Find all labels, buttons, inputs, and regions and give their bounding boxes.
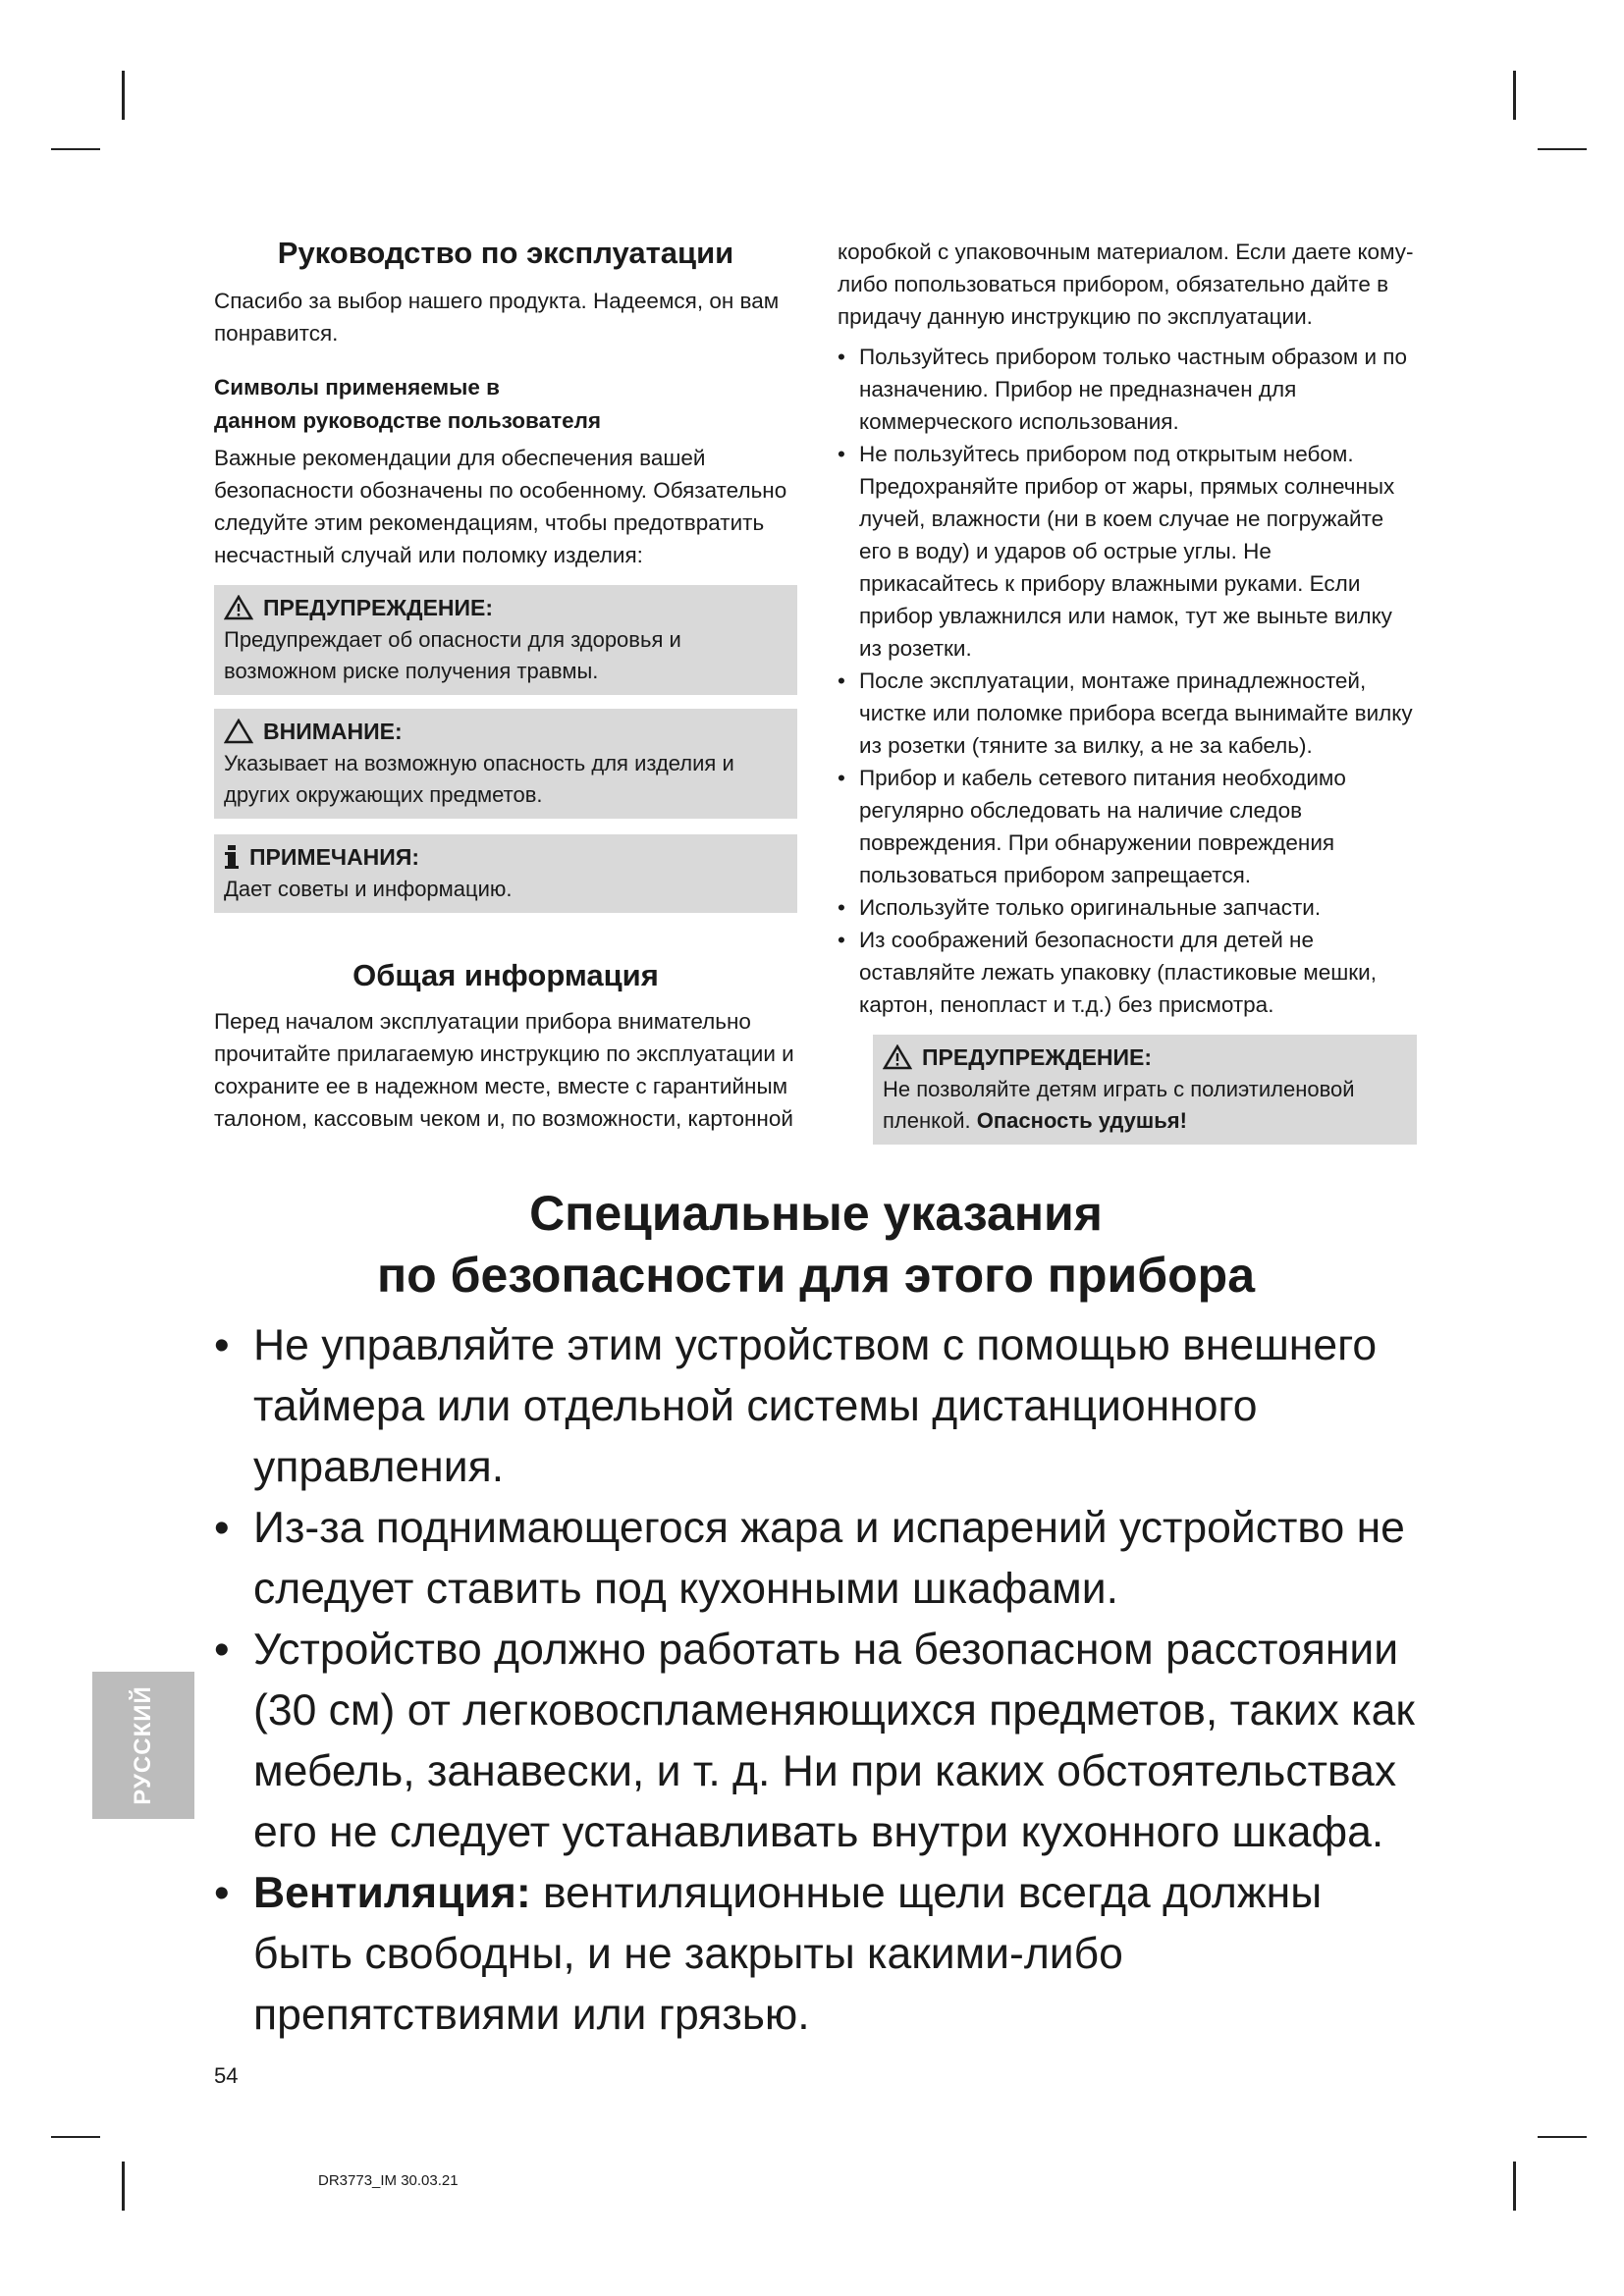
safety-bullet-list xyxy=(838,341,1417,1021)
notes-text: Дает советы и информацию. xyxy=(224,877,513,901)
page-number: 54 xyxy=(214,2063,239,2088)
warning-title: ПРЕДУПРЕЖДЕНИЕ: xyxy=(263,595,494,620)
info-icon xyxy=(224,844,240,870)
notes-title: ПРИМЕЧАНИЯ: xyxy=(249,844,420,870)
left-column xyxy=(214,236,797,1135)
crop-mark xyxy=(51,2136,100,2138)
crop-mark xyxy=(122,2162,125,2211)
symbols-heading-line1: Символы применяемые в xyxy=(214,375,500,400)
list-item: • Используйте только оригинальные запчасти. xyxy=(838,895,1322,920)
symbols-heading-line2: данном руководстве пользователя xyxy=(214,408,602,433)
special-safety-list xyxy=(208,1315,1426,2046)
crop-mark xyxy=(1513,71,1516,120)
caution-text: Указывает на возможную опасность для изделия и других окружающих предметов. xyxy=(224,751,734,807)
child-warning-title: ПРЕДУПРЕЖДЕНИЕ: xyxy=(922,1044,1153,1070)
special-title-line2: по безопасности для этого прибора xyxy=(376,1248,1256,1303)
manual-title: Руководство по эксплуатации xyxy=(277,236,734,270)
list-item: • Не управляйте этим устройством с помощью внешнего таймера или отдельной системы дистанционного управления. xyxy=(214,1321,1378,1491)
ventilation-label: Вентиляция: xyxy=(253,1869,531,1917)
list-item: • Вентиляция: вентиляционные щели всегда должны быть свободны, и не закрыты какими-либо препятствиями или грязью. xyxy=(214,1869,1323,2039)
general-title: Общая информация xyxy=(352,958,659,992)
notes-box xyxy=(214,834,797,913)
child-warning-text: Не позволяйте детям играть с полиэтиленовой пленкой. Опасность удушья! xyxy=(883,1077,1355,1133)
warning-triangle-icon xyxy=(224,595,253,620)
warning-text: Предупреждает об опасности для здоровья и возможном риске получения травмы. xyxy=(224,627,681,683)
suffocation-warning: Опасность удушья! xyxy=(976,1108,1187,1133)
warning-triangle-icon xyxy=(883,1044,912,1070)
crop-mark xyxy=(1538,148,1587,150)
list-item: • Из-за поднимающегося жара и испарений устройство не следует ставить под кухонными шкафами. xyxy=(214,1504,1405,1613)
language-tab-label: РУССКИЙ xyxy=(130,1685,156,1805)
list-item: • После эксплуатации, монтаже принадлежностей, чистке или поломке прибора всегда вынимайте вилку из розетки (тяните за вилку, а не за кабель). xyxy=(838,668,1413,758)
footer-code: DR3773_IM 30.03.21 xyxy=(318,2172,459,2189)
list-item: • Пользуйтесь прибором только частным образом и по назначению. Прибор не предназначен для коммерческого использования. xyxy=(838,345,1408,434)
list-item: • Прибор и кабель сетевого питания необходимо регулярно обследовать на наличие следов повреждения. При обнаружении повреждения пользоваться прибором запрещается. xyxy=(838,766,1346,887)
special-title-line1: Специальные указания xyxy=(529,1186,1103,1241)
crop-mark xyxy=(51,148,100,150)
intro-text: Спасибо за выбор нашего продукта. Надеемся, он вам понравится. xyxy=(214,289,780,346)
warning-box xyxy=(214,585,797,695)
list-item: • Устройство должно работать на безопасном расстоянии (30 см) от легковоспламеняющихся предметов, таких как мебель, занавески, и т. д. Ни при каких обстоятельствах его не следует устанавливать внутри кухонного шкафа. xyxy=(214,1626,1415,1856)
list-item: • Из соображений безопасности для детей не оставляйте лежать упаковку (пластиковые мешки, картон, пенопласт и т.д.) без присмотра. xyxy=(838,928,1377,1017)
crop-mark xyxy=(1513,2162,1516,2211)
symbols-text: Важные рекомендации для обеспечения вашей безопасности обозначены по особенному. Обязательно следуйте этим рекомендациям, чтобы предотвратить несчастный случай или поломку изделия: xyxy=(214,446,787,567)
child-warning-box xyxy=(873,1035,1417,1145)
list-item: • Не пользуйтесь прибором под открытым небом. Предохраняйте прибор от жары, прямых солнечных лучей, влажности (ни в коем случае не погружайте его в воду) и ударов об острые углы. Не прикасайтесь к прибору влажными руками. Если прибор увлажнился или намок, тут же выньте вилку из розетки. xyxy=(838,442,1395,661)
caution-triangle-icon xyxy=(224,719,253,744)
right-column xyxy=(838,236,1417,1145)
continuation-text: коробкой с упаковочным материалом. Если даете кому-либо попользоваться прибором, обязательно дайте в придачу данную инструкцию по эксплуатации. xyxy=(838,240,1414,329)
general-text: Перед началом эксплуатации прибора внимательно прочитайте прилагаемую инструкцию по эксплуатации и сохраните ее в надежном месте, вместе с гарантийным талоном, кассовым чеком и, по возможности, картонной xyxy=(214,1009,794,1131)
crop-mark xyxy=(122,71,125,120)
caution-title: ВНИМАНИЕ: xyxy=(263,719,403,744)
language-tab xyxy=(92,1672,194,1819)
crop-mark xyxy=(1538,2136,1587,2138)
caution-box xyxy=(214,709,797,819)
